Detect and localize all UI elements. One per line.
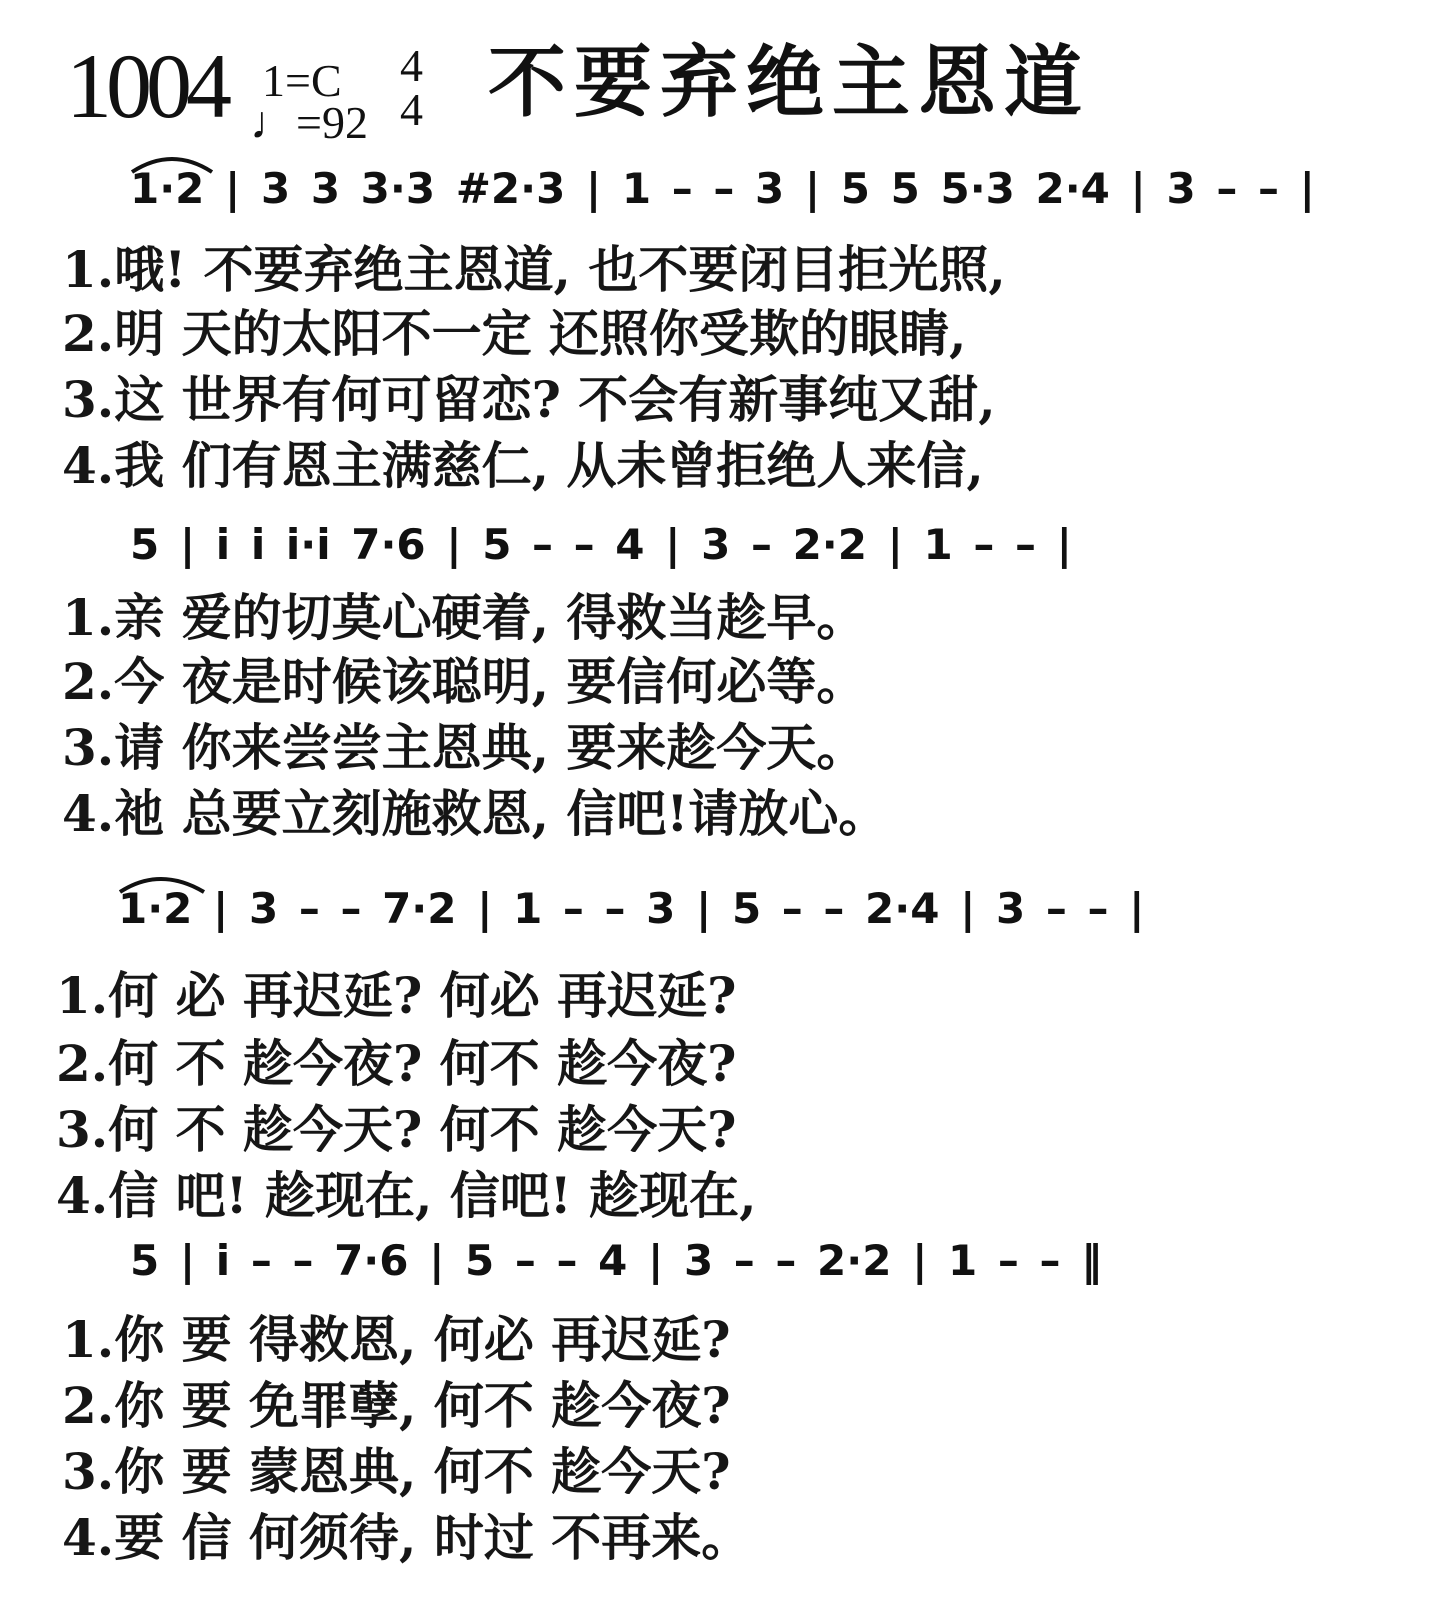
tempo-marking: ♩=92: [250, 97, 368, 148]
verse-2-line-1: 2.明 天的太阳不一定 还照你受欺的眼睛,: [62, 304, 967, 363]
verse-4-line-1: 4.我 们有恩主满慈仁, 从未曾拒绝人来信,: [62, 436, 984, 495]
notation-line-3: 1·2 | 3 – – 7·2 | 1 – – 3 | 5 – – 2·4 | 3 – – |: [118, 884, 1145, 933]
notation-line-2: 5 | i i i·i 7·6 | 5 – – 4 | 3 – 2·2 | 1 – – |: [130, 520, 1072, 569]
verse-1-line-2: 1.亲 爱的切莫心硬着, 得救当趁早。: [62, 588, 867, 647]
key-signature: 1=C: [262, 55, 342, 106]
verse-2-line-2: 2.今 夜是时候该聪明, 要信何必等。: [62, 652, 867, 711]
verse-2-line-3: 2.何 不 趁今夜? 何不 趁今夜?: [56, 1034, 737, 1093]
verse-3-line-2: 3.请 你来尝尝主恩典, 要来趁今天。: [62, 718, 867, 777]
time-signature-bottom: 4: [400, 84, 423, 135]
slur-mark: [120, 879, 204, 892]
slur-mark: [132, 159, 212, 172]
notation-line-4: 5 | i – – 7·6 | 5 – – 4 | 3 – – 2·2 | 1 – – ‖: [130, 1236, 1103, 1285]
hymn-number: 1004: [66, 35, 226, 137]
verse-2-line-4: 2.你 要 免罪孽, 何不 趁今夜?: [62, 1376, 731, 1435]
verse-4-line-2: 4.祂 总要立刻施救恩, 信吧!请放心。: [62, 784, 889, 843]
notation-line-1: 1·2 | 3 3 3·3 #2·3 | 1 – – 3 | 5 5 5·3 2·4 | 3 – – |: [130, 164, 1315, 213]
verse-3-line-1: 3.这 世界有何可留恋? 不会有新事纯又甜,: [62, 370, 996, 429]
verse-1-line-4: 1.你 要 得救恩, 何必 再迟延?: [62, 1310, 731, 1369]
verse-1-line-1: 1.哦! 不要弃绝主恩道, 也不要闭目拒光照,: [62, 240, 1006, 299]
verse-3-line-4: 3.你 要 蒙恩典, 何不 趁今天?: [62, 1442, 731, 1501]
time-signature-top: 4: [400, 40, 423, 91]
verse-4-line-4: 4.要 信 何须待, 时过 不再来。: [62, 1508, 752, 1567]
song-title: 不要弃绝主恩道: [488, 38, 1091, 128]
verse-4-line-3: 4.信 吧! 趁现在, 信吧! 趁现在,: [56, 1166, 757, 1225]
verse-1-line-3: 1.何 必 再迟延? 何必 再迟延?: [56, 966, 737, 1025]
verse-3-line-3: 3.何 不 趁今天? 何不 趁今天?: [56, 1100, 737, 1159]
